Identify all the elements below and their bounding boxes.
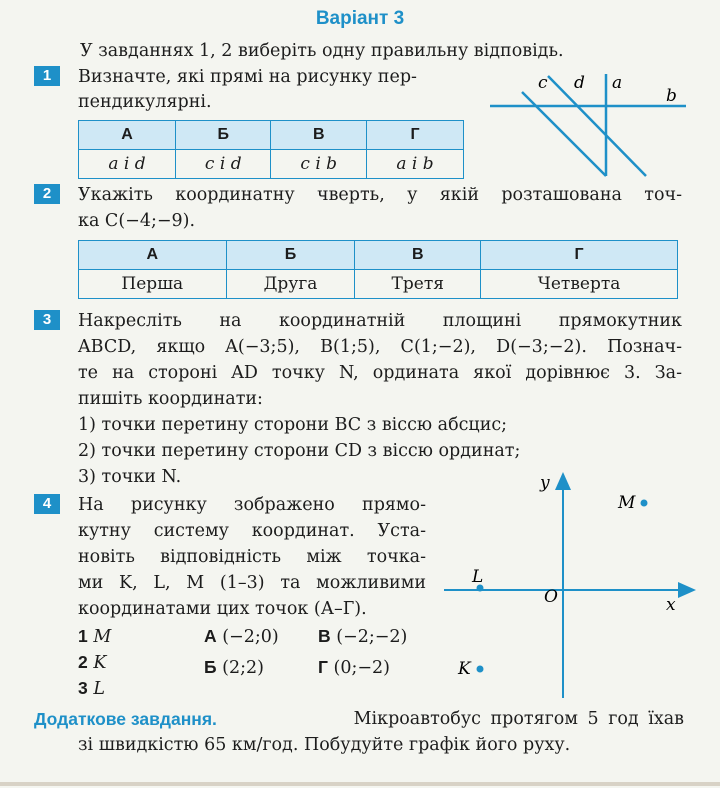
task4-item-1-label: M bbox=[93, 627, 112, 647]
task4-answer-v-value: (−2;−2) bbox=[336, 627, 408, 647]
extra-task-text-line1: Мікроавтобус протягом 5 год їхав bbox=[353, 709, 684, 729]
task4-answer-b-value: (2;2) bbox=[222, 658, 264, 678]
task4-answer-v bbox=[318, 625, 407, 648]
point-m-label: M bbox=[618, 493, 636, 513]
line-c bbox=[522, 92, 606, 176]
task3-line2: ABCD, якщо A(−3;5), B(1;5), C(1;−2), D(−3;−2). Познач- bbox=[78, 337, 682, 357]
task1-option-a: a і d bbox=[79, 150, 176, 179]
task2-answer-table bbox=[78, 240, 678, 299]
task4-item-2-key: 2 bbox=[78, 652, 88, 672]
task3-line1: Накресліть на координатній площині прямокутник bbox=[78, 311, 682, 331]
extra-task-label: Додаткове завдання. bbox=[34, 709, 217, 729]
task4-item-3-key: 3 bbox=[78, 678, 88, 698]
x-axis-label: x bbox=[666, 595, 676, 615]
task2-header-a: А bbox=[79, 241, 227, 270]
point-k-label: K bbox=[458, 659, 471, 679]
task4-answer-a-value: (−2;0) bbox=[222, 627, 279, 647]
task4-answer-v-key: В bbox=[318, 626, 331, 646]
variant-title: Варіант 3 bbox=[315, 8, 405, 29]
page-bottom-divider bbox=[0, 782, 720, 786]
intro-text: У завданнях 1, 2 виберіть одну правильну відповідь. bbox=[80, 41, 564, 61]
task1-header-b: Б bbox=[176, 121, 271, 150]
task2-option-v: Третя bbox=[355, 270, 481, 299]
task2-header-v: В bbox=[355, 241, 481, 270]
line-d bbox=[548, 76, 646, 176]
task4-line5: координатами цих точок (А–Г). bbox=[78, 599, 367, 619]
task1-answer-table bbox=[78, 120, 464, 179]
task2-option-g: Четверта bbox=[481, 270, 678, 299]
extra-task-line1 bbox=[34, 708, 684, 731]
task4-item-2-label: K bbox=[93, 653, 107, 673]
label-c: c bbox=[538, 73, 548, 93]
label-a: a bbox=[612, 73, 623, 93]
task2-number: 2 bbox=[34, 184, 60, 204]
origin-label: O bbox=[544, 587, 558, 607]
task3-line3: те на стороні AD точку N, ордината якої дорівнює 3. За- bbox=[78, 363, 682, 383]
task4-item-3 bbox=[78, 677, 105, 700]
extra-task-text-line2: зі швидкістю 65 км/год. Побудуйте графік його руху. bbox=[78, 735, 571, 755]
task2-text-line1: Укажіть координатну чверть, у якій розташована точ- bbox=[78, 185, 682, 205]
task4-line1: На рисунку зображено прямо- bbox=[78, 495, 426, 515]
task4-item-1 bbox=[78, 625, 111, 648]
task2-text-line2: ка C(−4;−9). bbox=[78, 211, 196, 231]
label-d: d bbox=[574, 73, 585, 93]
task4-answer-a-key: А bbox=[204, 626, 217, 646]
task4-answer-b bbox=[204, 656, 264, 679]
task1-option-v: c і b bbox=[271, 150, 366, 179]
task2-option-b: Друга bbox=[226, 270, 355, 299]
task4-number: 4 bbox=[34, 494, 60, 514]
task3-line7: 3) точки N. bbox=[78, 467, 182, 487]
task3-line5: 1) точки перетину сторони BC з віссю абсцис; bbox=[78, 415, 508, 435]
task1-option-b: c і d bbox=[176, 150, 271, 179]
task1-text-line2: пендикулярні. bbox=[78, 92, 212, 112]
task4-answer-g-key: Г bbox=[318, 657, 328, 677]
task4-coordinate-plane bbox=[436, 470, 700, 702]
task3-line6: 2) точки перетину сторони CD з віссю ординат; bbox=[78, 441, 521, 461]
task3-number: 3 bbox=[34, 310, 60, 330]
point-l-label: L bbox=[472, 567, 484, 587]
task2-header-g: Г bbox=[481, 241, 678, 270]
point-k bbox=[477, 666, 484, 673]
task2-header-b: Б bbox=[226, 241, 355, 270]
task2-option-a: Перша bbox=[79, 270, 227, 299]
task1-header-v: В bbox=[271, 121, 366, 150]
task1-option-g: a і b bbox=[366, 150, 463, 179]
task4-item-1-key: 1 bbox=[78, 626, 88, 646]
task4-line4: ми K, L, M (1–3) та можливими bbox=[78, 573, 426, 593]
task1-header-g: Г bbox=[366, 121, 463, 150]
task4-line3: новіть відповідність між точка- bbox=[78, 547, 426, 567]
point-m bbox=[641, 500, 648, 507]
label-b: b bbox=[666, 86, 677, 106]
task4-item-3-label: L bbox=[93, 679, 105, 699]
task4-item-2 bbox=[78, 651, 106, 674]
task1-header-a: А bbox=[79, 121, 176, 150]
task4-answer-g bbox=[318, 656, 390, 679]
task3-line4: пишіть координати: bbox=[78, 389, 263, 409]
task4-answer-a bbox=[204, 625, 279, 648]
task1-lines-figure bbox=[486, 66, 692, 178]
task4-answer-g-value: (0;−2) bbox=[333, 658, 390, 678]
task1-number: 1 bbox=[34, 66, 60, 86]
task1-text-line1: Визначте, які прямі на рисунку пер- bbox=[78, 67, 417, 87]
y-axis-label: y bbox=[540, 473, 550, 493]
task4-line2: кутну систему координат. Уста- bbox=[78, 521, 426, 541]
task4-answer-b-key: Б bbox=[204, 657, 217, 677]
